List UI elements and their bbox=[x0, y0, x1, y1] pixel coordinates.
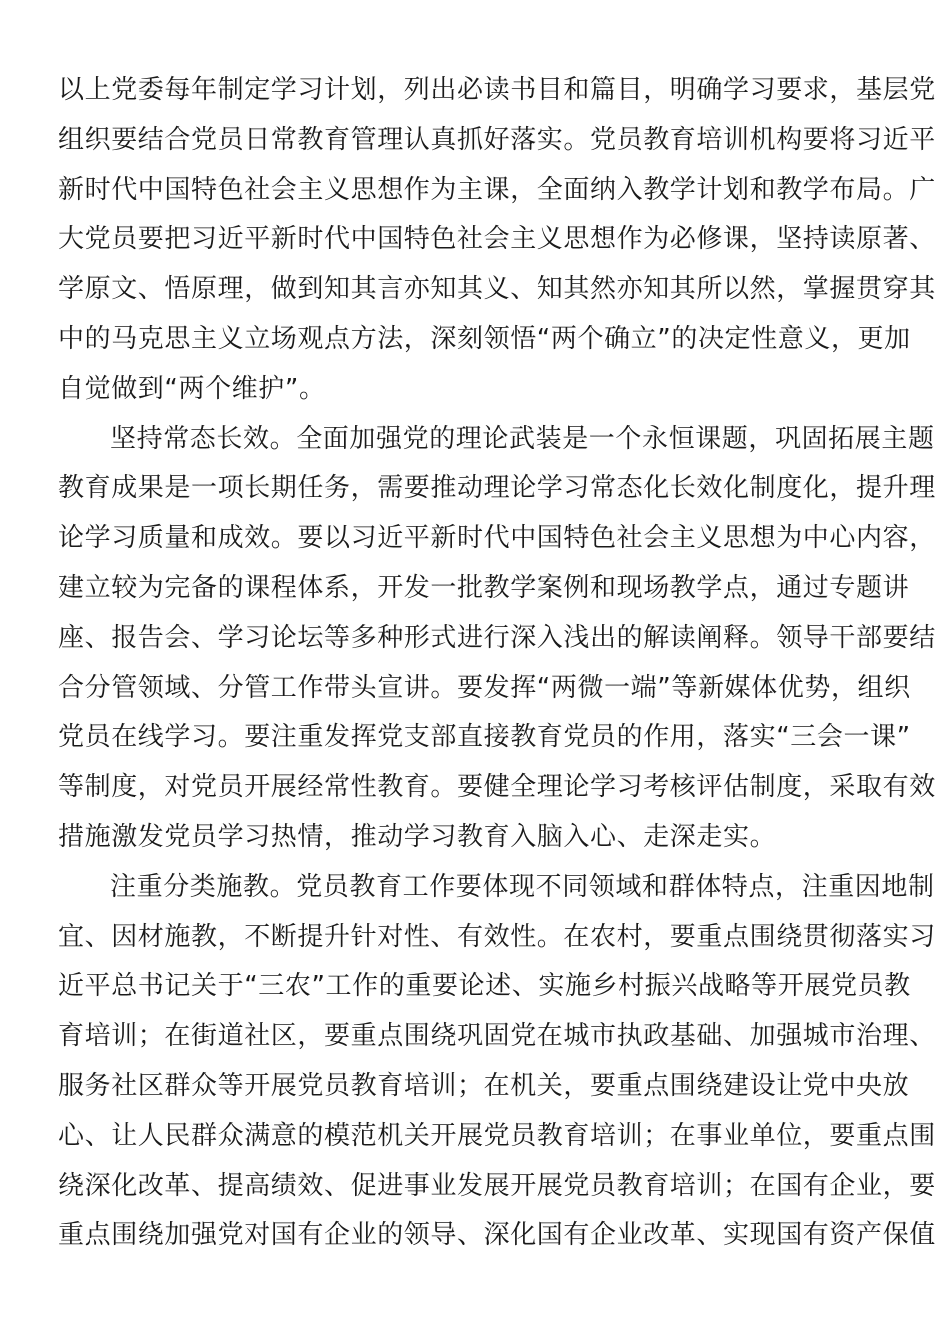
text-line: 绕深化改革、提高绩效、促进事业发展开展党员教育培训；在国有企业，要 bbox=[58, 1170, 936, 1201]
text-line: 大党员要把习近平新时代中国特色社会主义思想作为必修课，坚持读原著、 bbox=[58, 224, 936, 255]
text-line: 近平总书记关于“三农”工作的重要论述、实施乡村振兴战略等开展党员教 bbox=[58, 971, 911, 1002]
text-line: 论学习质量和成效。要以习近平新时代中国特色社会主义思想为中心内容， bbox=[58, 523, 936, 554]
text-line: 等制度，对党员开展经常性教育。要健全理论学习考核评估制度，采取有效 bbox=[58, 772, 936, 803]
text-line: 教育成果是一项长期任务，需要推动理论学习常态化长效化制度化，提升理 bbox=[58, 473, 936, 504]
paragraph-first-line: 注重分类施教。党员教育工作要体现不同领域和群体特点，注重因地制 bbox=[110, 871, 935, 902]
paragraph-first-line: 坚持常态长效。全面加强党的理论武装是一个永恒课题，巩固拓展主题 bbox=[110, 423, 935, 454]
text-line: 自觉做到“两个维护”。 bbox=[58, 373, 326, 404]
text-line: 育培训；在街道社区，要重点围绕巩固党在城市执政基础、加强城市治理、 bbox=[58, 1021, 936, 1052]
text-line: 重点围绕加强党对国有企业的领导、深化国有企业改革、实现国有资产保值 bbox=[58, 1220, 936, 1251]
text-line: 措施激发党员学习热情，推动学习教育入脑入心、走深走实。 bbox=[58, 821, 777, 852]
text-line: 学原文、悟原理，做到知其言亦知其义、知其然亦知其所以然，掌握贯穿其 bbox=[58, 274, 936, 305]
body-text bbox=[58, 66, 936, 1261]
text-line: 服务社区群众等开展党员教育培训；在机关，要重点围绕建设让党中央放 bbox=[58, 1070, 910, 1101]
text-line: 党员在线学习。要注重发挥党支部直接教育党员的作用，落实“三会一课” bbox=[58, 722, 911, 753]
text-line: 心、让人民群众满意的模范机关开展党员教育培训；在事业单位，要重点围 bbox=[58, 1120, 936, 1151]
text-line: 宜、因材施教，不断提升针对性、有效性。在农村，要重点围绕贯彻落实习 bbox=[58, 921, 936, 952]
text-line: 座、报告会、学习论坛等多种形式进行深入浅出的解读阐释。领导干部要结 bbox=[58, 622, 936, 653]
text-line: 新时代中国特色社会主义思想作为主课，全面纳入教学计划和教学布局。广 bbox=[58, 174, 936, 205]
text-line: 建立较为完备的课程体系，开发一批教学案例和现场教学点，通过专题讲 bbox=[58, 572, 910, 603]
text-line: 中的马克思主义立场观点方法，深刻领悟“两个确立”的决定性意义，更加 bbox=[58, 323, 911, 354]
text-line: 组织要结合党员日常教育管理认真抓好落实。党员教育培训机构要将习近平 bbox=[58, 124, 936, 155]
text-line: 以上党委每年制定学习计划，列出必读书目和篇目，明确学习要求，基层党 bbox=[58, 75, 936, 105]
text-line: 合分管领域、分管工作带头宣讲。要发挥“两微一端”等新媒体优势，组织 bbox=[58, 672, 911, 703]
